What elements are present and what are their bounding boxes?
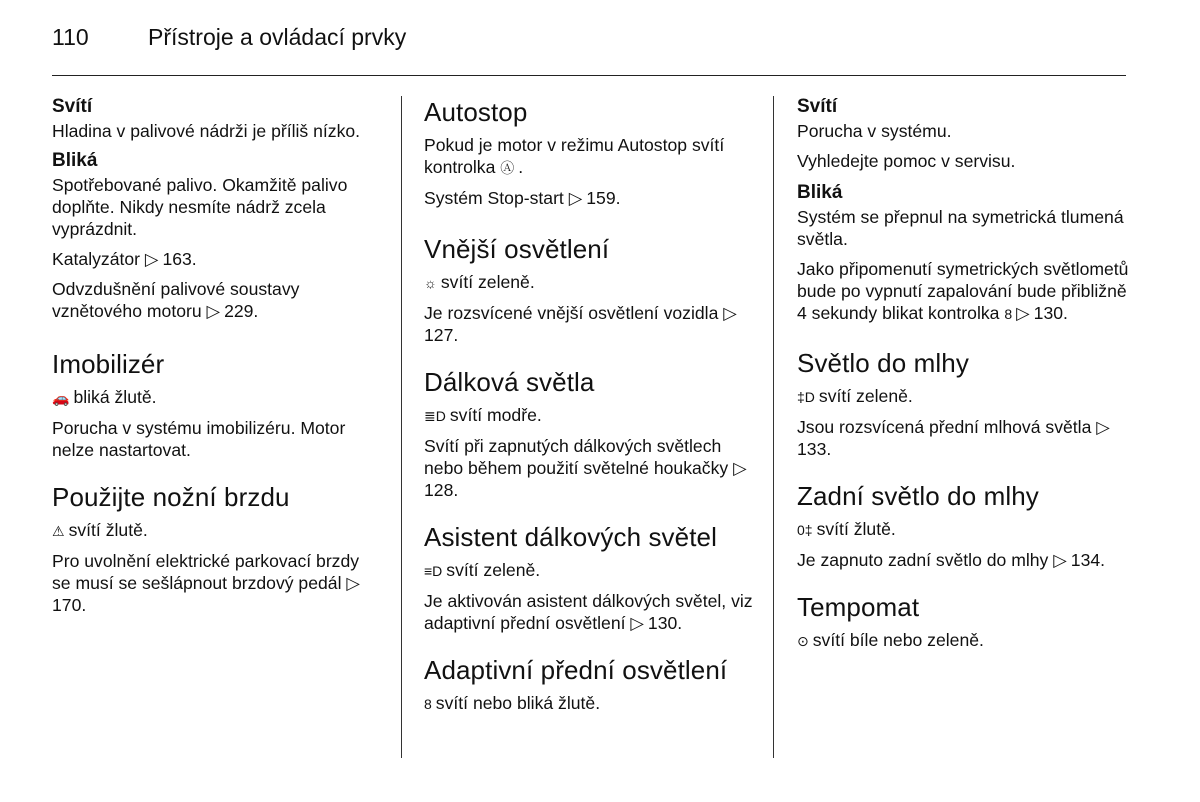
paragraph-dalkova bbox=[424, 435, 756, 501]
text: svítí modře. bbox=[449, 405, 542, 425]
paragraph-asistent bbox=[424, 590, 756, 634]
text: svítí nebo bliká žlutě. bbox=[435, 693, 601, 713]
page-ref[interactable]: 159. bbox=[586, 188, 621, 208]
paragraph-mlha bbox=[797, 416, 1129, 460]
text: Je aktivován asistent dálkových světel, viz adaptivní přední osvětlení bbox=[424, 591, 753, 633]
icon-line bbox=[797, 518, 1129, 541]
brake-pedal-icon: ⚠ bbox=[52, 523, 65, 539]
paragraph-katalyzator bbox=[52, 248, 374, 270]
text: bliká žlutě. bbox=[73, 387, 157, 407]
header-rule bbox=[52, 75, 1126, 76]
subheading-sviti: Svítí bbox=[52, 96, 93, 117]
paragraph-stop-start bbox=[424, 187, 756, 209]
text: svítí zeleně. bbox=[446, 560, 541, 580]
chapter-title: Přístroje a ovládací prvky bbox=[148, 24, 407, 50]
page-ref[interactable]: 128. bbox=[424, 480, 459, 500]
icon-line bbox=[424, 271, 756, 294]
text: Katalyzátor bbox=[52, 249, 141, 269]
column-divider-1 bbox=[401, 96, 402, 758]
page-ref-arrow-icon: ▷ bbox=[568, 188, 583, 208]
heading-adaptivni: Adaptivní přední osvětlení bbox=[424, 655, 728, 685]
paragraph: Porucha v systému imobilizéru. Motor nelze nastartovat. bbox=[52, 418, 346, 460]
icon-line bbox=[797, 629, 1129, 652]
page-number: 110 bbox=[52, 24, 89, 50]
heading-tempomat: Tempomat bbox=[797, 592, 920, 622]
cruise-control-icon: ⊙ bbox=[797, 633, 809, 649]
text: svítí žlutě. bbox=[68, 520, 148, 540]
heading-svetlo-do-mlhy: Světlo do mlhy bbox=[797, 348, 969, 378]
column-3 bbox=[797, 96, 1129, 660]
text: Je zapnuto zadní světlo do mlhy bbox=[797, 550, 1049, 570]
heading-asistent: Asistent dálkových světel bbox=[424, 522, 717, 552]
rear-fog-icon: 0‡ bbox=[797, 522, 813, 538]
page-ref-arrow-icon: ▷ bbox=[144, 249, 159, 269]
paragraph-autostop bbox=[424, 134, 756, 179]
high-beam-assist-icon: ≡D bbox=[424, 563, 443, 579]
icon-line bbox=[424, 692, 756, 715]
page-ref-arrow-icon: ▷ bbox=[1016, 303, 1030, 323]
paragraph-brzda bbox=[52, 550, 374, 616]
immobilizer-icon: 🚗 bbox=[52, 390, 70, 406]
heading-vnejsi-osvetleni: Vnější osvětlení bbox=[424, 234, 610, 264]
adaptive-light-icon: 8 bbox=[424, 696, 432, 712]
text: svítí bíle nebo zeleně. bbox=[812, 630, 984, 650]
icon-line bbox=[52, 386, 374, 409]
column-1 bbox=[52, 96, 374, 624]
paragraph: Porucha v systému. bbox=[797, 121, 952, 141]
page-ref-arrow-icon: ▷ bbox=[733, 458, 747, 478]
page-ref-arrow-icon: ▷ bbox=[346, 573, 360, 593]
icon-line bbox=[424, 404, 756, 427]
page-ref[interactable]: 163. bbox=[162, 249, 197, 269]
text: Jako připomenutí symetrických světlometů bude po vypnutí zapalování bude přibližně 4 sekundy blikat kontrolka bbox=[797, 259, 1129, 323]
text: Pro uvolnění elektrické parkovací brzdy se musí se sešlápnout brzdový pedál bbox=[52, 551, 360, 593]
text: Jsou rozsvícená přední mlhová světla bbox=[797, 417, 1092, 437]
column-divider-2 bbox=[773, 96, 774, 758]
text: Systém Stop-start bbox=[424, 188, 564, 208]
text: Je rozsvícené vnější osvětlení vozidla bbox=[424, 303, 719, 323]
text: Pokud je motor v režimu Autostop svítí kontrolka bbox=[424, 135, 725, 177]
subheading-sviti: Svítí bbox=[797, 96, 838, 117]
page-ref[interactable]: 229. bbox=[224, 301, 259, 321]
paragraph-odvzdusneni bbox=[52, 278, 374, 322]
exterior-light-icon: ☼ bbox=[424, 275, 437, 291]
autostop-icon: Ⓐ bbox=[500, 160, 515, 176]
icon-line bbox=[52, 519, 374, 542]
page-ref-arrow-icon: ▷ bbox=[1096, 417, 1110, 437]
page-ref-arrow-icon: ▷ bbox=[1053, 550, 1067, 570]
page-ref[interactable]: 133. bbox=[797, 439, 832, 459]
heading-imobilizer: Imobilizér bbox=[52, 349, 165, 379]
paragraph-zadni-mlha bbox=[797, 549, 1129, 571]
heading-autostop: Autostop bbox=[424, 97, 528, 127]
page-ref[interactable]: 127. bbox=[424, 325, 459, 345]
adaptive-light-icon: 8 bbox=[1004, 306, 1013, 322]
paragraph: Hladina v palivové nádrži je příliš nízko. bbox=[52, 121, 361, 141]
paragraph-blikat bbox=[797, 258, 1129, 325]
front-fog-icon: ‡D bbox=[797, 389, 815, 405]
paragraph-vnejsi bbox=[424, 302, 756, 346]
page-ref-arrow-icon: ▷ bbox=[206, 301, 221, 321]
paragraph: Systém se přepnul na symetrická tlumená světla. bbox=[797, 207, 1124, 249]
page-ref-arrow-icon: ▷ bbox=[723, 303, 737, 323]
icon-line bbox=[424, 559, 756, 582]
text: svítí zeleně. bbox=[818, 386, 913, 406]
high-beam-icon: ≣D bbox=[424, 408, 446, 424]
text: svítí žlutě. bbox=[816, 519, 896, 539]
heading-zadni-mlha: Zadní světlo do mlhy bbox=[797, 481, 1039, 511]
subheading-blika: Bliká bbox=[52, 150, 98, 171]
page-ref[interactable]: 134. bbox=[1070, 550, 1106, 570]
page-ref[interactable]: 130. bbox=[647, 613, 683, 633]
text: . bbox=[518, 157, 524, 177]
column-2 bbox=[424, 96, 756, 723]
text: Odvzdušnění palivové soustavy vznětového motoru bbox=[52, 279, 300, 321]
text: svítí zeleně. bbox=[440, 272, 535, 292]
heading-brzda: Použijte nožní brzdu bbox=[52, 482, 290, 512]
heading-dalkova-svetla: Dálková světla bbox=[424, 367, 595, 397]
paragraph: Vyhledejte pomoc v servisu. bbox=[797, 151, 1016, 171]
page-ref[interactable]: 130. bbox=[1033, 303, 1068, 323]
text: Svítí při zapnutých dálkových světlech nebo během použití světelné houkačky bbox=[424, 436, 729, 478]
icon-line bbox=[797, 385, 1129, 408]
page-ref[interactable]: 170. bbox=[52, 595, 87, 615]
subheading-blika: Bliká bbox=[797, 182, 843, 203]
paragraph: Spotřebované palivo. Okamžitě palivo doplňte. Nikdy nesmíte nádrž zcela vyprázdnit. bbox=[52, 175, 348, 239]
page-ref-arrow-icon: ▷ bbox=[630, 613, 644, 633]
